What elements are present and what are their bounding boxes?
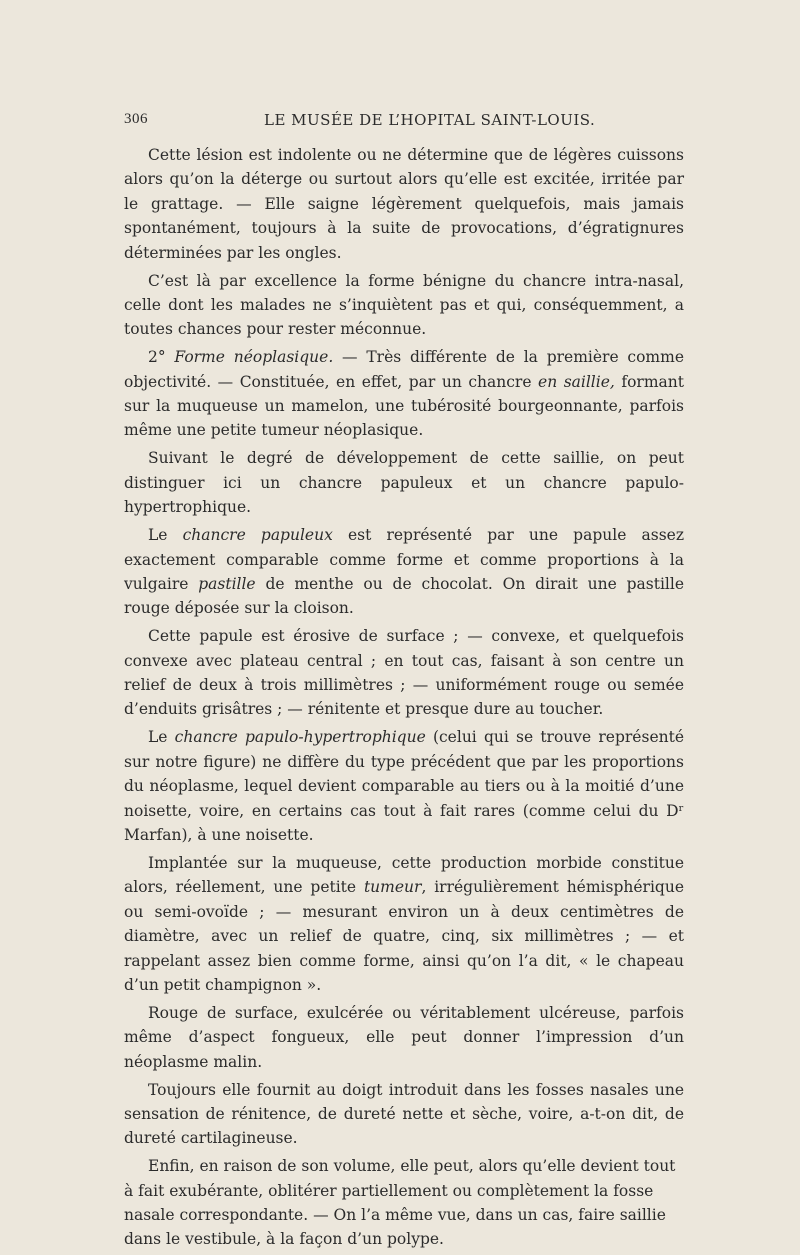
italic-text: Forme néoplasique.: [174, 348, 334, 367]
text-run: Enfin, en raison de son volume, elle peut, alors qu’elle devient tout à fait exubérante, oblitérer partiellement ou complètement la fosse nasale correspondante. — On l’a même vue, dans un cas, faire saillie dans le vestibule, à la façon d’un polype.: [124, 1157, 676, 1249]
italic-text: en saillie,: [538, 372, 615, 391]
text-run: (celui qui se trouve représenté sur notre figure) ne diffère du type précédent que par les proportions du néoplasme, lequel devient comparable au tiers ou à la moitié d’une noisette, voire, en certains cas tout à fait rares (comme celui du Dʳ Marfan), à une noisette.: [124, 728, 684, 844]
italic-text: pastille: [198, 574, 256, 593]
text-run: 2°: [148, 348, 175, 367]
text-run: de menthe ou de chocolat. On dirait une pastille rouge déposée sur la cloison.: [124, 574, 684, 618]
text-run: Rouge de surface, exulcérée ou véritablement ulcéreuse, parfois même d’aspect fongueux, elle peut donner l’impression d’un néoplasme malin.: [124, 1003, 684, 1071]
paragraph: [124, 345, 684, 443]
paragraph: [124, 1154, 684, 1252]
text-run: , irrégulièrement hémisphérique ou semi-ovoïde ; — mesurant environ un à deux centimètres de diamètre, avec un relief de quatre, cinq, six millimètres ; — et rappelant assez bien comme forme, ainsi qu’on l’a dit, « le chapeau d’un petit champignon ».: [124, 878, 684, 994]
text-run: Le: [148, 728, 175, 747]
italic-text: chancre papulo-hypertrophique: [174, 728, 426, 747]
text-run: C’est là par excellence la forme bénigne du chancre intra-nasal, celle dont les malades ne s’inquiètent pas et qui, conséquemment, a toutes chances pour rester méconnue.: [124, 271, 684, 339]
paragraph: [124, 851, 684, 997]
page-header: [124, 111, 684, 133]
text-run: Suivant le degré de développement de cette saillie, on peut distinguer ici un chancre papuleux et un chancre papulo-hypertrophique.: [124, 449, 684, 517]
text-run: Cette papule est érosive de surface ; — convexe, et quelquefois convexe avec plateau central ; en tout cas, faisant à son centre un relief de deux à trois millimètres ; — uniformément rouge ou semée d’enduits grisâtres ; — rénitente et presque dure au toucher.: [124, 627, 684, 719]
text-run: Cette lésion est indolente ou ne détermine que de légères cuissons alors qu’on la déterge ou surtout alors qu’elle est excitée, irritée par le grattage. — Elle saigne légèrement quelquefois, mais jamais spontanément, toujours à la suite de provocations, d’égratignures déterminées par les ongles.: [124, 146, 684, 262]
paragraph: [124, 1001, 684, 1074]
text-run: Toujours elle fournit au doigt introduit dans les fosses nasales une sensation de rénitence, de dureté nette et sèche, voire, a-t-on dit, de dureté cartilagineuse.: [124, 1080, 684, 1148]
paragraph: [124, 624, 684, 722]
paragraph: [124, 523, 684, 621]
text-run: formant sur la muqueuse un mamelon, une tubérosité bourgeonnante, parfois même une petite tumeur néoplasique.: [124, 372, 684, 440]
paragraph: [124, 143, 684, 265]
paragraph: [124, 446, 684, 519]
italic-text: tumeur: [363, 878, 422, 897]
text-run: est représenté par une papule assez exactement comparable comme forme et comme proportions à la vulgaire: [124, 526, 684, 593]
paragraph: [124, 725, 684, 847]
text-run: Implantée sur la muqueuse, cette production morbide constitue alors, réellement, une petite: [124, 853, 684, 897]
italic-text: chancre papuleux: [182, 526, 333, 545]
page-number: 306: [124, 111, 148, 127]
paragraph: [124, 269, 684, 342]
body-text: [124, 143, 684, 1255]
text-run: — Très différente de la première comme objectivité. — Constituée, en effet, par un chancre: [124, 348, 684, 391]
text-run: Le: [148, 526, 183, 545]
paragraph: [124, 1078, 684, 1151]
running-title: LE MUSÉE DE L’HOPITAL SAINT-LOUIS.: [264, 111, 596, 129]
